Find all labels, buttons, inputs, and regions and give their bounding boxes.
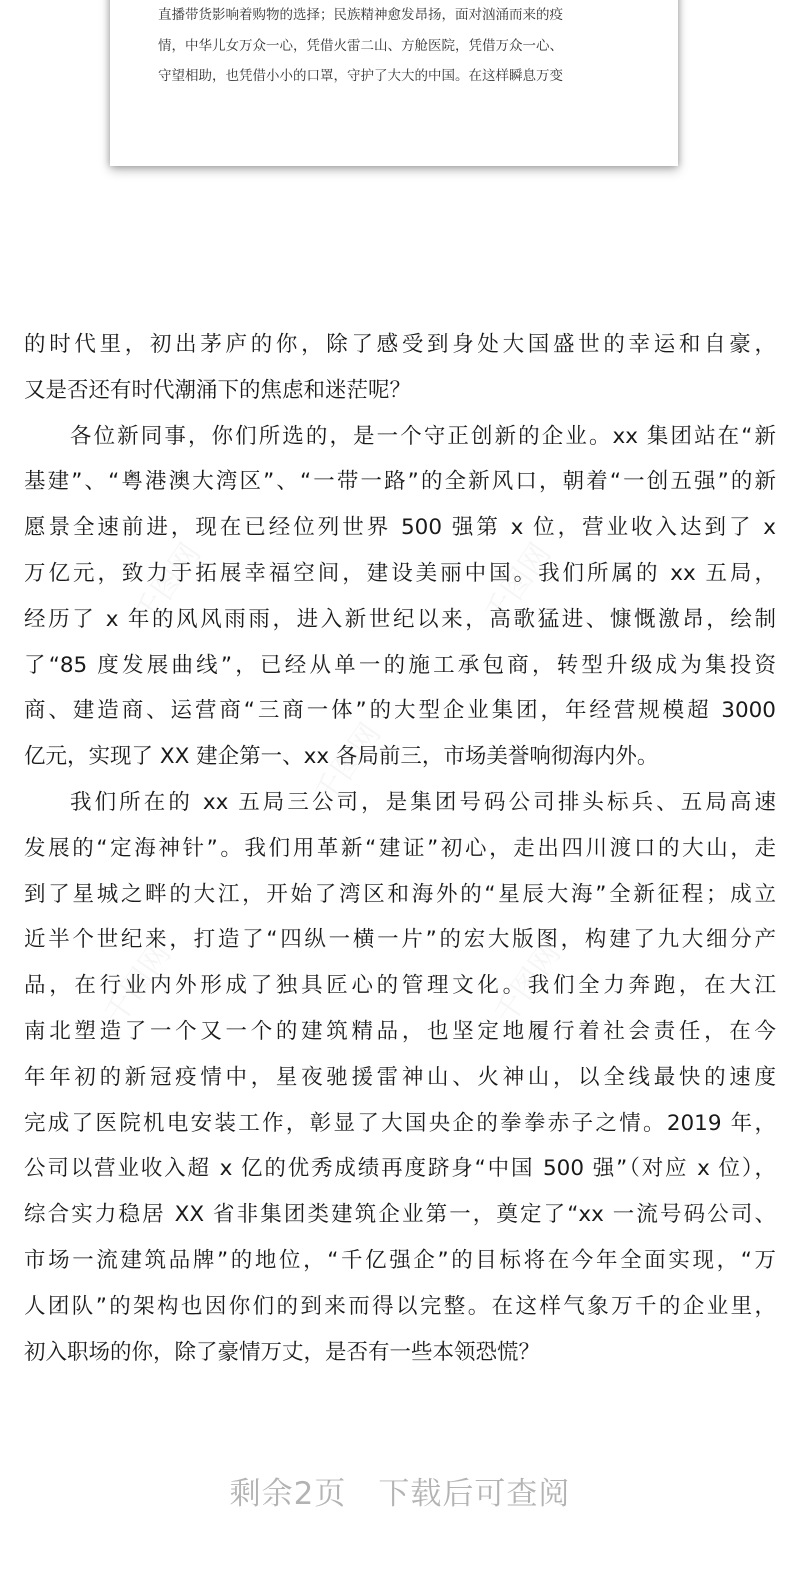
paragraph-line: 万亿元，致力于拓展幸福空间，建设美丽中国。我们所属的 xx 五局， bbox=[24, 560, 776, 586]
paragraph-line: 又是否还有时代潮涌下的焦虑和迷茫呢？ bbox=[24, 377, 412, 403]
watermark: 千图网 bbox=[477, 537, 559, 631]
preview-card bbox=[110, 0, 678, 166]
paragraph-line: 公司以营业收入超 x 亿的优秀成绩再度跻身“中国 500 强”（对应 x 位）， bbox=[24, 1156, 776, 1182]
preview-line: 直播带货影响着购物的选择；民族精神愈发昂扬，面对汹涌而来的疫 bbox=[158, 7, 563, 23]
paragraph-line: 市场一流建筑品牌”的地位，“千亿强企”的目标将在今年全面实现，“万 bbox=[24, 1247, 776, 1273]
download-prompt[interactable] bbox=[0, 1468, 800, 1513]
watermark: 千图网 bbox=[127, 537, 209, 631]
paragraph-line: 我们所在的 xx 五局三公司，是集团号码公司排头标兵、五局高速 bbox=[70, 789, 776, 815]
paragraph-line: 综合实力稳居 XX 省非集团类建筑企业第一，奠定了“xx 一流号码公司、 bbox=[24, 1202, 776, 1228]
paragraph-line: 品，在行业内外形成了独具匠心的管理文化。我们全力奔跑，在大江 bbox=[24, 973, 776, 999]
paragraph-line: 南北塑造了一个又一个的建筑精品，也坚定地履行着社会责任，在今 bbox=[24, 1018, 776, 1044]
paragraph-line: 人团队”的架构也因你们的到来而得以完整。在这样气象万千的企业里， bbox=[24, 1293, 776, 1319]
download-to-read-label[interactable]: 下载后可查阅 bbox=[378, 1476, 571, 1512]
paragraph-line: 发展的“定海神针”。我们用革新“建证”初心，走出四川渡口的大山，走 bbox=[24, 835, 776, 861]
paragraph-line: 各位新同事，你们所选的，是一个守正创新的企业。xx 集团站在“新 bbox=[70, 423, 776, 449]
watermark: 千图网 bbox=[307, 717, 389, 811]
watermark: 千图网 bbox=[487, 937, 569, 1031]
preview-line: 情，中华儿女万众一心，凭借火雷二山、方舱医院，凭借万众一心、 bbox=[158, 37, 563, 54]
paragraph-line: 到了星城之畔的大江，开始了湾区和海外的“星辰大海”全新征程；成立 bbox=[24, 881, 776, 907]
paragraph-line: 了“85 度发展曲线”，已经从单一的施工承包商，转型升级成为集投资 bbox=[24, 652, 776, 678]
paragraph-line: 商、建造商、运营商“三商一体”的大型企业集团，年经营规模超 3000 bbox=[24, 698, 776, 724]
watermark: 千图网 bbox=[97, 937, 179, 1031]
paragraph-line: 完成了医院机电安装工作，彰显了大国央企的拳拳赤子之情。2019 年， bbox=[24, 1110, 776, 1136]
paragraph-line: 基建”、“粤港澳大湾区”、“一带一路”的全新风口，朝着“一创五强”的新 bbox=[24, 469, 776, 495]
paragraph-line: 年年初的新冠疫情中，星夜驰援雷神山、火神山，以全线最快的速度 bbox=[24, 1064, 776, 1090]
paragraph-line: 亿元，实现了 XX 建企第一、xx 各局前三，市场美誉响彻海内外。 bbox=[24, 744, 659, 770]
remaining-pages-label: 剩余2页 bbox=[229, 1476, 347, 1512]
paragraph-line: 初入职场的你，除了豪情万丈，是否有一些本领恐慌？ bbox=[24, 1339, 541, 1365]
preview-line: 守望相助，也凭借小小的口罩，守护了大大的中国。在这样瞬息万变 bbox=[158, 68, 563, 84]
paragraph-line: 的时代里，初出茅庐的你，除了感受到身处大国盛世的幸运和自豪， bbox=[24, 332, 776, 357]
document-body bbox=[24, 322, 776, 1375]
paragraph-line: 近半个世纪来，打造了“四纵一横一片”的宏大版图，构建了九大细分产 bbox=[24, 927, 776, 953]
preview-card-text bbox=[158, 0, 638, 92]
paragraph-line: 愿景全速前进，现在已经位列世界 500 强第 x 位，营业收入达到了 x bbox=[24, 515, 776, 541]
paragraph-line: 经历了 x 年的风风雨雨，进入新世纪以来，高歌猛进、慷慨激昂，绘制 bbox=[24, 606, 776, 632]
